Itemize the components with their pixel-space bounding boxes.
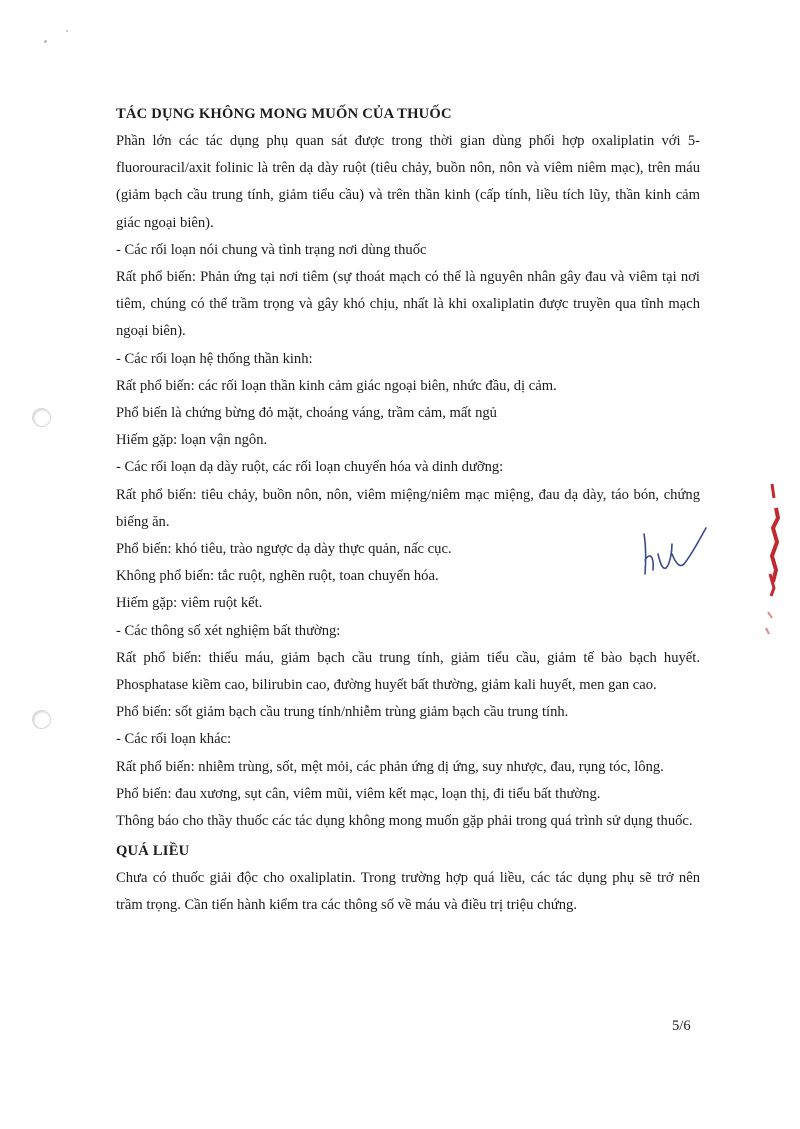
section-heading-overdose: QUÁ LIỀU <box>116 843 190 860</box>
section-heading-side-effects: TÁC DỤNG KHÔNG MONG MUỐN CỦA THUỐC <box>116 106 452 122</box>
paragraph: Không phổ biến: tắc ruột, nghẽn ruột, toan chuyển hóa. <box>116 568 439 585</box>
paragraph: Hiếm gặp: loạn vận ngôn. <box>116 432 268 449</box>
paragraph: - Các rối loạn dạ dày ruột, các rối loạn chuyển hóa và dinh dưỡng: <box>116 459 504 476</box>
handwritten-signature <box>636 524 716 576</box>
paragraph: - Các rối loạn khác: <box>116 731 232 748</box>
paragraph: Hiếm gặp: viêm ruột kết. <box>116 595 263 612</box>
paragraph: Rất phổ biến: nhiễm trùng, sốt, mệt mỏi, các phản ứng dị ứng, suy nhược, đau, rụng tóc, lông. <box>116 758 664 775</box>
paragraph: Phổ biến: khó tiêu, trào ngược dạ dày thực quản, nấc cục. <box>116 541 452 558</box>
paragraph: Phổ biến: đau xương, sụt cân, viêm mũi, viêm kết mạc, loạn thị, đi tiểu bất thường. <box>116 785 601 802</box>
paragraph: Rất phổ biến: thiếu máu, giảm bạch cầu trung tính, giảm tiểu cầu, giảm tế bào bạch huyết. Phosphatase kiềm cao, bilirubin cao, đường huyết bất thường, giảm kali huyết, men gan cao. <box>116 649 700 694</box>
scan-speck <box>66 30 68 32</box>
paragraph: Rất phổ biến: các rối loạn thần kinh cảm giác ngoại biên, nhức đầu, dị cảm. <box>116 377 557 394</box>
document-body <box>116 100 700 920</box>
punch-hole-lower <box>32 710 51 729</box>
page-number: 5/6 <box>672 1018 691 1034</box>
paragraph: - Các rối loạn nói chung và tình trạng nơi dùng thuốc <box>116 241 427 258</box>
paragraph: Chưa có thuốc giải độc cho oxaliplatin. Trong trường hợp quá liều, các tác dụng phụ sẽ trở nên trầm trọng. Cần tiến hành kiểm tra các thông số về máu và điều trị triệu chứng. <box>116 870 700 914</box>
paragraph: Phổ biến là chứng bừng đỏ mặt, choáng váng, trầm cảm, mất ngủ <box>116 405 497 422</box>
paragraph: Phổ biến: sốt giảm bạch cầu trung tính/nhiễm trùng giảm bạch cầu trung tính. <box>116 704 569 721</box>
paragraph: - Các thông số xét nghiệm bất thường: <box>116 622 341 639</box>
paragraph: Phần lớn các tác dụng phụ quan sát được trong thời gian dùng phối hợp oxaliplatin với 5-fluorouracil/axit folinic là trên dạ dày ruột (tiêu chảy, buồn nôn, nôn và viêm niêm mạc), trên máu (giảm bạch cầu trung tính, giảm tiểu cầu) và trên thần kinh (cấp tính, liều tích lũy, thần kinh cảm giác ngoại biên). <box>116 133 700 231</box>
paragraph: Rất phổ biến: tiêu chảy, buồn nôn, nôn, viêm miệng/niêm mạc miệng, đau dạ dày, táo bón, chứng biếng ăn. <box>116 486 700 530</box>
stamp-edge <box>758 478 788 648</box>
paragraph: Thông báo cho thầy thuốc các tác dụng không mong muốn gặp phải trong quá trình sử dụng thuốc. <box>116 813 693 830</box>
punch-hole-upper <box>32 408 51 427</box>
paragraph: - Các rối loạn hệ thống thần kinh: <box>116 350 313 367</box>
scan-speck <box>44 40 47 43</box>
paragraph: Rất phổ biến: Phản ứng tại nơi tiêm (sự thoát mạch có thể là nguyên nhân gây đau và viêm tại nơi tiêm, chúng có thể trầm trọng và gây khó chịu, nhất là khi oxaliplatin được truyền qua tĩnh mạch ngoại biên). <box>116 269 700 340</box>
